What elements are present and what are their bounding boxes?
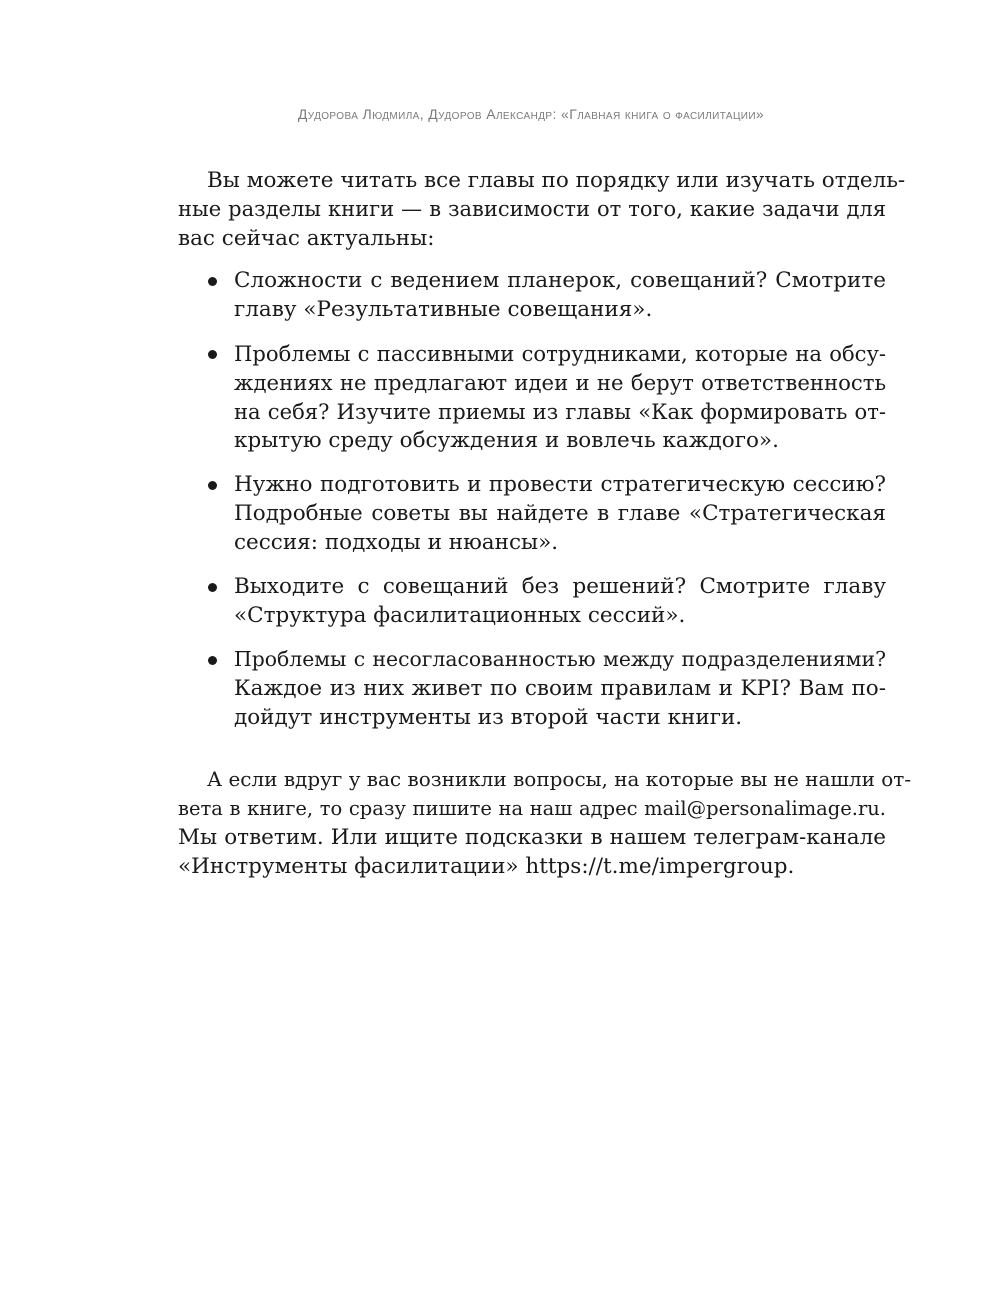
intro-line: ные разделы книги — в зависимости от того, какие задачи для xyxy=(178,197,886,221)
closing-paragraph xyxy=(178,765,912,881)
bullet-dot-icon xyxy=(208,277,217,286)
bullet-item-passive-employees xyxy=(178,339,886,455)
bullet-line: дойдут инструменты из второй части книги. xyxy=(234,705,743,730)
bullet-line: Нужно подготовить и провести стратегическую сессию? xyxy=(234,472,886,497)
bullet-line: «Структура фасилитационных сессий». xyxy=(234,603,686,628)
intro-line: Вы можете читать все главы по порядку или изучать отдель- xyxy=(207,168,906,193)
bullet-item-departments xyxy=(178,645,886,732)
outro-line: А если вдруг у вас возникли вопросы, на которые вы не нашли от- xyxy=(207,767,912,791)
bullet-line: крытую среду обсуждения и вовлечь каждого». xyxy=(234,428,779,453)
bullet-item-strategic-session xyxy=(178,470,886,557)
topics-bullet-list xyxy=(178,266,886,747)
bullet-line: Проблемы с несогласованностью между подразделениями? xyxy=(234,647,886,671)
bullet-line: Выходите с совещаний без решений? Смотрите главу xyxy=(234,574,886,599)
bullet-item-no-decisions xyxy=(178,572,886,630)
bullet-dot-icon xyxy=(208,656,217,665)
running-header: Дудорова Людмила, Дудоров Александр: «Главная книга о фасилитации» xyxy=(297,106,765,122)
bullet-line: сессия: подходы и нюансы». xyxy=(234,530,559,555)
bullet-item-meetings xyxy=(178,266,886,324)
outro-line: вета в книге, то сразу пишите на наш адрес mail@personalimage.ru. xyxy=(178,797,886,820)
outro-line: «Инструменты фасилитации» https://t.me/impergroup. xyxy=(178,854,795,879)
intro-paragraph xyxy=(178,166,906,253)
bullet-dot-icon xyxy=(208,350,217,359)
intro-line: вас сейчас актуальны: xyxy=(178,226,435,251)
bullet-line: Сложности с ведением планерок, совещаний? Смотрите xyxy=(234,268,886,293)
bullet-line: Проблемы с пассивными сотрудниками, которые на обсу- xyxy=(234,341,886,366)
outro-line: Мы ответим. Или ищите подсказки в нашем телеграм-канале xyxy=(178,825,886,850)
bullet-line: Каждое из них живет по своим правилам и KPI? Вам по- xyxy=(234,676,886,701)
bullet-dot-icon xyxy=(208,481,217,490)
bullet-line: Подробные советы вы найдете в главе «Стратегическая xyxy=(234,501,886,526)
bullet-line: ждениях не предлагают идеи и не берут ответственность xyxy=(234,370,886,395)
bullet-dot-icon xyxy=(208,583,217,592)
bullet-line: на себя? Изучите приемы из главы «Как формировать от- xyxy=(234,399,886,424)
bullet-line: главу «Результативные совещания». xyxy=(234,297,653,322)
